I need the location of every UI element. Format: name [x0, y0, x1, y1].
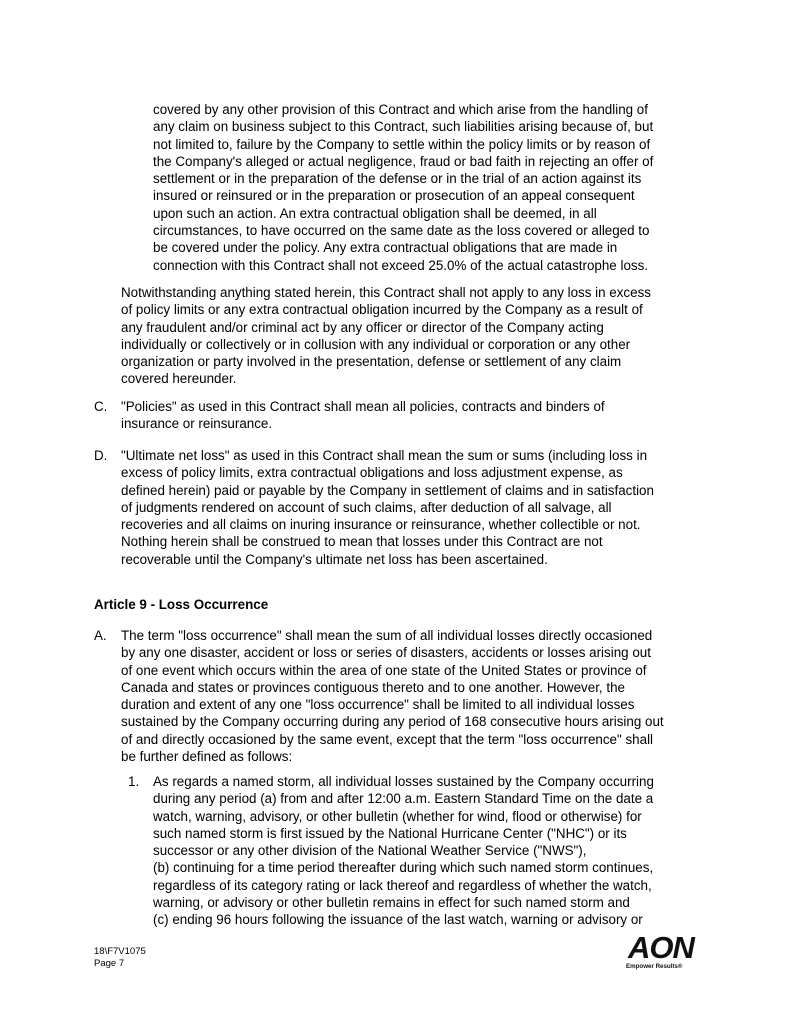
aon-logo-tagline: Empower Results® [626, 963, 683, 970]
item-1-marker: 1. [128, 774, 140, 789]
item-c-marker: C. [94, 399, 108, 414]
paragraph-notwithstanding: Notwithstanding anything stated herein, this Contract shall not apply to any loss in excess of policy limits or any extra contractual obligation incurred by the Company as a result of any fraudulent and/or criminal act by any officer or director of the Company acting individually or collectively or in collusion with any individual or corporation or any other organization or party involved in the presentation, defense or settlement of any claim covered hereunder. [121, 285, 651, 387]
paragraph-extra-contractual-continued: covered by any other provision of this Contract and which arise from the handling of any claim on business subject to this Contract, such liabilities arising because of, but not limited to, failure by the Company to settle within the policy limits or by reason of the Company's alleged or actual negligence, fraud or bad faith in rejecting an offer of settlement or in the preparation of the defense or in the trial of an action against its insured or reinsured or in the preparation or prosecution of an appeal consequent upon such an action. An extra contractual obligation shall be deemed, in all circumstances, to have occurred on the same date as the loss covered or alleged to be covered under the policy. Any extra contractual obligations that are made in connection with this Contract shall not exceed 25.0% of the actual catastrophe loss. [153, 102, 654, 273]
document-id: 18\F7V1075 [94, 946, 146, 957]
item-d-marker: D. [94, 448, 108, 463]
page-footer [94, 946, 146, 970]
article-heading: Article 9 - Loss Occurrence [94, 597, 269, 612]
page-number: Page 7 [94, 958, 125, 969]
item-c-policies-definition: "Policies" as used in this Contract shall mean all policies, contracts and binders of insurance or reinsurance. [121, 399, 605, 432]
item-d-ultimate-net-loss-definition: "Ultimate net loss" as used in this Contract shall mean the sum or sums (including loss in excess of policy limits, extra contractual obligations and loss adjustment expense, as defined herein) paid or payable by the Company in settlement of claims and in satisfaction of judgments rendered on account of such claims, after deduction of all salvage, all recoveries and all claims on inuring insurance or reinsurance, whether collectible or not. Nothing herein shall be construed to mean that losses under this Contract are not recoverable until the Company's ultimate net loss has been ascertained. [121, 448, 654, 567]
item-a-loss-occurrence-definition: The term "loss occurrence" shall mean the sum of all individual losses directly occasioned by any one disaster, accident or loss or series of disasters, accidents or losses arising out of one event which occurs within the area of one state of the United States or province of Canada and states or provinces contiguous thereto and to one another. However, the duration and extent of any one "loss occurrence" shall be limited to all individual losses sustained by the Company occurring during any period of 168 consecutive hours arising out of and directly occasioned by the same event, except that the term "loss occurrence" shall be further defined as follows: [121, 628, 664, 765]
aon-logo-wordmark: AON [628, 930, 694, 965]
item-1-named-storm: As regards a named storm, all individual losses sustained by the Company occurring during any period (a) from and after 12:00 a.m. Eastern Standard Time on the date a watch, warning, advisory, or other bulletin (whether for wind, flood or otherwise) for such named storm is first issued by the National Hurricane Center ("NHC") or its successor or any other division of the National Weather Service ("NWS"), (b) continuing for a time period thereafter during which such named storm continues, regardless of its category rating or lack thereof and regardless of whether the watch, warning, or advisory or other bulletin remains in effect for such named storm and (c) ending 96 hours following the issuance of the last watch, warning or advisory or [153, 774, 654, 928]
aon-logo [616, 930, 706, 980]
item-a-marker: A. [94, 628, 107, 643]
